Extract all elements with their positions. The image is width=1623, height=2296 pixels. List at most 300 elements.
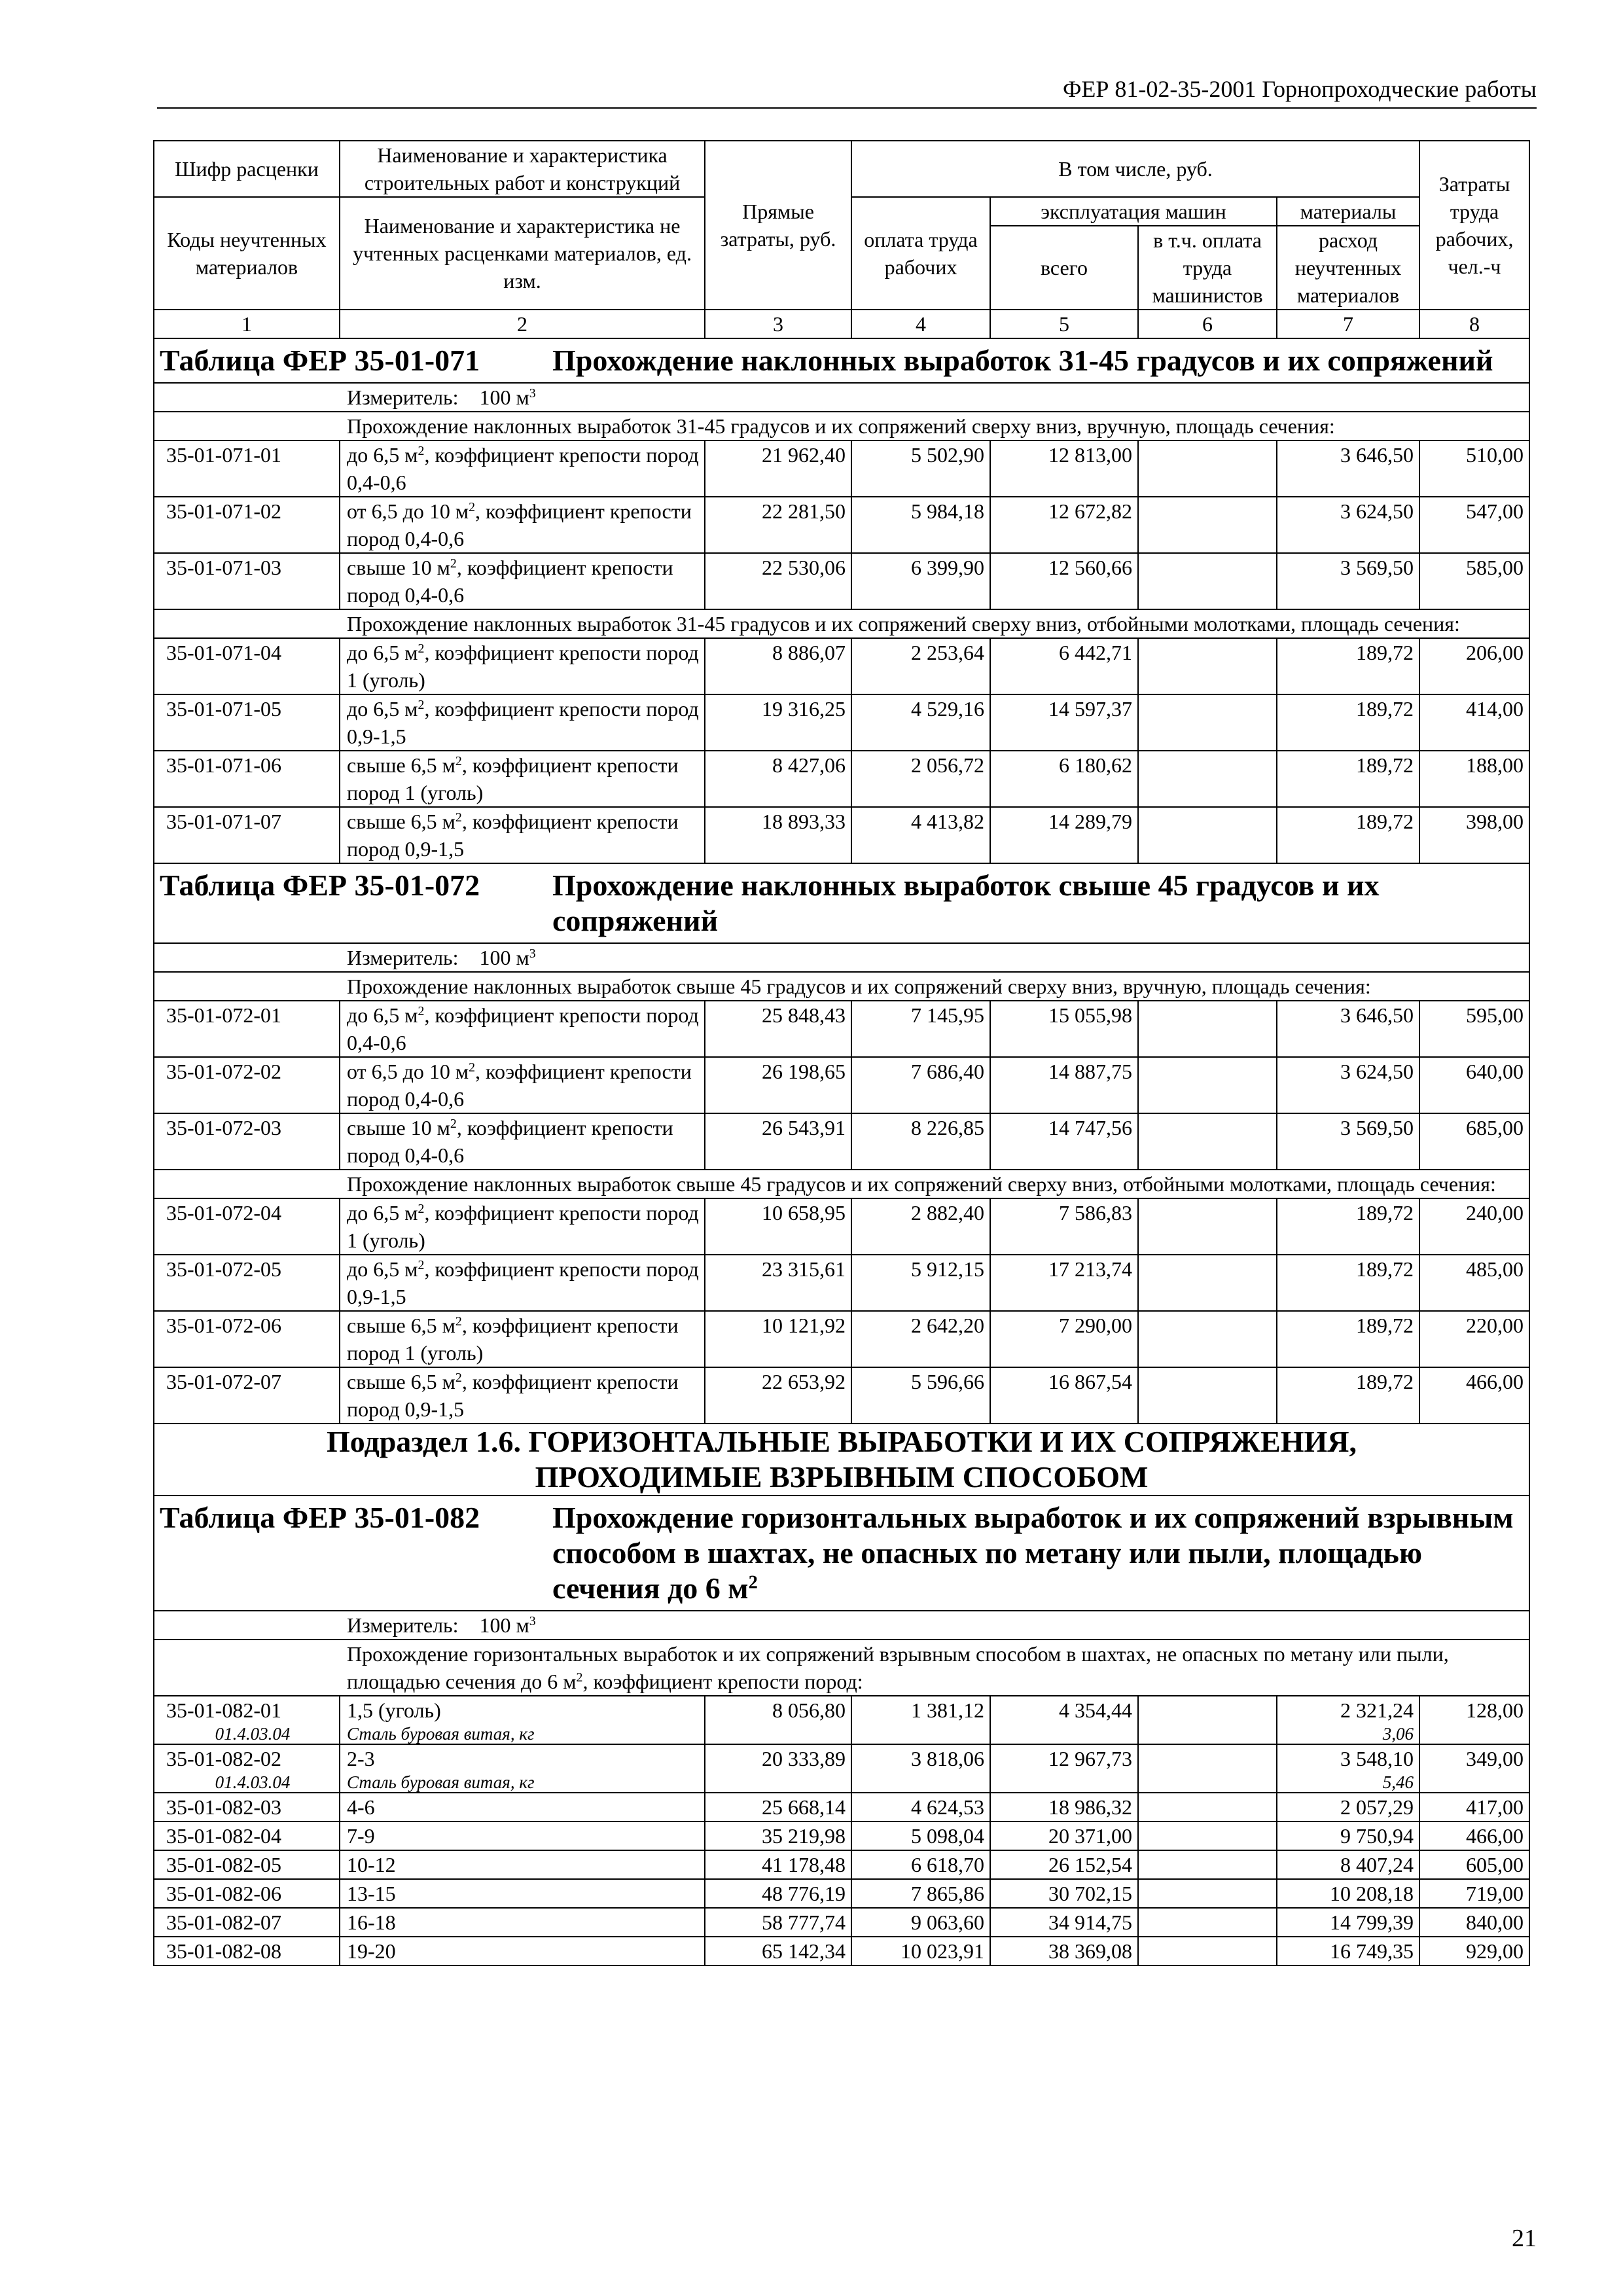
unit-sup: 3 [529,386,536,401]
wages-cost: 4 624,53 [851,1793,990,1821]
table-row [154,553,1529,609]
column-number-row [154,310,1529,338]
work-name-text: 2-3 [347,1747,375,1770]
subsection-line: Подраздел 1.6. ГОРИЗОНТАЛЬНЫЕ ВЫРАБОТКИ И ИХ СОПРЯЖЕНИЯ, [326,1425,1357,1458]
col-machines-wages-head: в т.ч. оплата труда машинистов [1138,226,1277,310]
labor-hours: 417,00 [1419,1793,1529,1821]
direct-cost: 19 316,25 [705,694,851,751]
machinist-wages [1138,1311,1277,1367]
work-name [340,807,705,863]
unit-row [154,943,1529,972]
work-name-text: , коэффициент крепости пород 1 (уголь) [347,641,699,692]
labor-hours: 485,00 [1419,1255,1529,1311]
labor-hours: 188,00 [1419,751,1529,807]
unit-label: Измеритель: [347,946,459,969]
materials-cell [1277,1793,1419,1821]
materials-cell [1277,1937,1419,1965]
machines-cost: 7 290,00 [990,1311,1138,1367]
labor-hours: 929,00 [1419,1937,1529,1965]
table-title-main: Прохождение наклонных выработок 31-45 градусов и их сопряжений [552,344,1493,377]
labor-hours: 466,00 [1419,1367,1529,1424]
materials-cost: 3 569,50 [1277,1113,1419,1170]
direct-cost: 23 315,61 [705,1255,851,1311]
work-name-text: свыше 10 м [347,1116,450,1139]
direct-cost: 25 668,14 [705,1793,851,1821]
unit-sup: 3 [529,1614,536,1629]
table-label: Таблица ФЕР 35-01-071 [160,344,480,377]
work-name [340,1001,705,1057]
work-name-sup: 2 [418,1258,425,1273]
group-heading [154,609,1529,638]
materials-cost: 189,72 [1277,1198,1419,1255]
machinist-wages [1138,807,1277,863]
machinist-wages [1138,440,1277,497]
unit-row [154,1611,1529,1640]
wages-cost: 4 529,16 [851,694,990,751]
unit-label: Измеритель: [347,386,459,409]
table-row [154,1001,1529,1057]
direct-cost: 58 777,74 [705,1908,851,1937]
machines-cost: 26 152,54 [990,1850,1138,1879]
work-name [340,1937,705,1965]
rate-code: 35-01-071-02 [154,497,340,553]
group-heading-text: Прохождение горизонтальных выработок и их сопряжений взрывным способом в шахтах, не опасных по метану или пыли, площадью сечения до 6 м [347,1642,1449,1693]
unit-sup: 3 [529,946,536,961]
rate-code: 35-01-072-03 [154,1113,340,1170]
table-title-sup: 2 [748,1572,758,1593]
group-heading [154,412,1529,440]
work-name [340,497,705,553]
rate-code: 35-01-082-08 [166,1939,281,1963]
group-heading [154,972,1529,1001]
material-quantity: 5,46 [1382,1772,1414,1792]
col-number: 6 [1138,310,1277,338]
header-row-1 [154,141,1529,197]
group-heading-sup: 2 [576,1670,583,1685]
work-name-text: , коэффициент крепости пород 0,9-1,5 [347,810,679,861]
work-name-text: от 6,5 до 10 м [347,1060,469,1083]
rate-code: 35-01-072-04 [154,1198,340,1255]
col-code-head: Шифр расценки [154,141,340,197]
col-number: 5 [990,310,1138,338]
page-number: 21 [1512,2225,1537,2252]
materials-cost: 3 646,50 [1277,440,1419,497]
work-name-text: , коэффициент крепости пород 0,4-0,6 [347,556,673,607]
group-heading [154,1170,1529,1198]
table-row [154,1821,1529,1850]
work-name-text: до 6,5 м [347,697,418,721]
table-row [154,1113,1529,1170]
machinist-wages [1138,751,1277,807]
wages-cost: 7 145,95 [851,1001,990,1057]
wages-cost: 6 618,70 [851,1850,990,1879]
work-name-text: до 6,5 м [347,1201,418,1225]
work-name-text: до 6,5 м [347,1003,418,1027]
materials-cell [1277,1744,1419,1793]
unit-value: 100 м [479,946,529,969]
work-name-sup: 2 [450,556,457,571]
table-title [154,1496,1529,1611]
unit-row [154,383,1529,412]
labor-hours: 466,00 [1419,1821,1529,1850]
work-name [340,1198,705,1255]
machines-cost: 14 597,37 [990,694,1138,751]
materials-cell [1277,1850,1419,1879]
table-row [154,1255,1529,1311]
table-title [154,338,1529,383]
work-name [340,638,705,694]
machinist-wages [1138,1367,1277,1424]
labor-hours: 510,00 [1419,440,1529,497]
work-name-text: свыше 6,5 м [347,1314,455,1337]
rate-code: 35-01-071-01 [154,440,340,497]
machinist-wages [1138,497,1277,553]
table-row [154,1744,1529,1793]
materials-cost: 3 646,50 [1277,1001,1419,1057]
table-title-main: Прохождение наклонных выработок свыше 45 градусов и их сопряжений [552,869,1380,937]
work-name-text: от 6,5 до 10 м [347,499,469,523]
work-name-text: , коэффициент крепости пород 0,9-1,5 [347,1257,699,1308]
direct-cost: 10 658,95 [705,1198,851,1255]
labor-hours: 719,00 [1419,1879,1529,1908]
labor-hours: 547,00 [1419,497,1529,553]
machinist-wages [1138,638,1277,694]
table-title-main: Прохождение горизонтальных выработок и их сопряжений взрывным способом в шахтах, не опасных по метану или пыли, площадью сечения до 6 м [552,1501,1514,1605]
col-name-head: Наименование и характеристика строительных работ и конструкций [340,141,705,197]
table-row [154,1908,1529,1937]
machines-cost: 12 672,82 [990,497,1138,553]
work-name-text: , коэффициент крепости пород 0,4-0,6 [347,1060,692,1111]
work-name-text: , коэффициент крепости пород 0,9-1,5 [347,1370,679,1421]
machinist-wages [1138,1793,1277,1821]
table-row [154,1879,1529,1908]
labor-hours: 640,00 [1419,1057,1529,1113]
machines-cost: 20 371,00 [990,1821,1138,1850]
materials-cost: 189,72 [1277,694,1419,751]
machines-cost: 12 967,73 [990,1744,1138,1793]
materials-cost: 10 208,18 [1330,1882,1414,1905]
work-name-sup: 2 [455,754,462,769]
table-row [154,807,1529,863]
table-row [154,1793,1529,1821]
machines-cost: 7 586,83 [990,1198,1138,1255]
direct-cost: 8 886,07 [705,638,851,694]
work-name-text: свыше 6,5 м [347,1370,455,1393]
work-name-text: до 6,5 м [347,443,418,467]
labor-hours: 605,00 [1419,1850,1529,1879]
direct-cost: 22 281,50 [705,497,851,553]
rate-code: 35-01-082-06 [166,1882,281,1905]
wages-cost: 2 882,40 [851,1198,990,1255]
rate-code-cell [154,1908,340,1937]
work-name [340,553,705,609]
price-table [153,140,1530,1966]
table-title-row [154,338,1529,383]
work-name [340,1057,705,1113]
table-row [154,1696,1529,1744]
work-name-sup: 2 [450,1117,457,1132]
wages-cost: 5 596,66 [851,1367,990,1424]
direct-cost: 18 893,33 [705,807,851,863]
col-materials-head: материалы [1277,197,1419,226]
subsection-line: ПРОХОДИМЫЕ ВЗРЫВНЫМ СПОСОБОМ [535,1460,1149,1494]
machinist-wages [1138,1198,1277,1255]
direct-cost: 65 142,34 [705,1937,851,1965]
rate-code: 35-01-071-05 [154,694,340,751]
table-row [154,751,1529,807]
table-title-row [154,1496,1529,1611]
materials-cost: 2 057,29 [1340,1795,1414,1819]
machinist-wages [1138,1937,1277,1965]
wages-cost: 7 865,86 [851,1879,990,1908]
rate-code-cell [154,1821,340,1850]
work-name-text: , коэффициент крепости пород 1 (уголь) [347,1201,699,1252]
col-machines-head: эксплуатация машин [990,197,1277,226]
wages-cost: 5 984,18 [851,497,990,553]
unit-cell [154,943,1529,972]
materials-cost: 3 624,50 [1277,497,1419,553]
wages-cost: 9 063,60 [851,1908,990,1937]
materials-cost: 3 548,10 [1340,1747,1414,1770]
work-name-text: 7-9 [347,1824,375,1848]
wages-cost: 5 098,04 [851,1821,990,1850]
labor-hours: 595,00 [1419,1001,1529,1057]
col-direct-head: Прямые затраты, руб. [705,141,851,310]
materials-cost: 189,72 [1277,1255,1419,1311]
work-name-sup: 2 [455,1314,462,1329]
wages-cost: 2 642,20 [851,1311,990,1367]
machines-cost: 6 180,62 [990,751,1138,807]
machinist-wages [1138,553,1277,609]
work-name-sup: 2 [469,500,476,515]
work-name-sup: 2 [418,1004,425,1019]
direct-cost: 22 653,92 [705,1367,851,1424]
machinist-wages [1138,1821,1277,1850]
labor-hours: 685,00 [1419,1113,1529,1170]
table-title-row [154,863,1529,943]
work-name-text: 10-12 [347,1853,396,1876]
work-name-sup: 2 [455,810,462,825]
work-name [340,1908,705,1937]
direct-cost: 26 198,65 [705,1057,851,1113]
col-materials-sub-head: расход неучтенных материалов [1277,226,1419,310]
work-name-text: до 6,5 м [347,1257,418,1281]
work-name-text: 1,5 (уголь) [347,1698,441,1722]
rate-code: 35-01-082-03 [166,1795,281,1819]
work-name [340,440,705,497]
col-number: 3 [705,310,851,338]
table-row [154,1850,1529,1879]
machines-cost: 17 213,74 [990,1255,1138,1311]
work-name-sup: 2 [418,444,425,459]
col-number: 2 [340,310,705,338]
wages-cost: 2 056,72 [851,751,990,807]
labor-hours: 240,00 [1419,1198,1529,1255]
work-name-text: свыше 6,5 м [347,753,455,777]
rate-code-cell [154,1696,340,1744]
direct-cost: 8 056,80 [705,1696,851,1744]
machines-cost: 12 560,66 [990,553,1138,609]
material-name: Сталь буровая витая, кг [347,1724,535,1744]
work-name [340,694,705,751]
rate-code: 35-01-072-06 [154,1311,340,1367]
materials-cost: 9 750,94 [1340,1824,1414,1848]
work-name-sup: 2 [418,641,425,656]
group-heading-row [154,412,1529,440]
machinist-wages [1138,1696,1277,1744]
labor-hours: 414,00 [1419,694,1529,751]
table-title-text [552,343,1524,378]
direct-cost: 41 178,48 [705,1850,851,1879]
rate-code: 35-01-071-06 [154,751,340,807]
rate-code: 35-01-072-05 [154,1255,340,1311]
price-table-body [154,141,1529,1965]
table-title-text [552,868,1524,939]
labor-hours: 585,00 [1419,553,1529,609]
group-heading-row [154,972,1529,1001]
work-name-text: до 6,5 м [347,641,418,664]
group-heading-text: , коэффициент крепости пород: [582,1670,863,1693]
machinist-wages [1138,1113,1277,1170]
machines-cost: 14 747,56 [990,1113,1138,1170]
material-quantity: 3,06 [1382,1724,1414,1744]
wages-cost: 10 023,91 [851,1937,990,1965]
materials-cost: 8 407,24 [1340,1853,1414,1876]
table-row [154,638,1529,694]
table-label: Таблица ФЕР 35-01-082 [160,1501,480,1534]
work-name [340,751,705,807]
work-name [340,1821,705,1850]
table-label: Таблица ФЕР 35-01-072 [160,869,480,902]
work-name [340,1850,705,1879]
rate-code-cell [154,1937,340,1965]
work-name [340,1367,705,1424]
col-number: 8 [1419,310,1529,338]
rate-code-cell [154,1793,340,1821]
subsection-row [154,1424,1529,1496]
work-name-text: , коэффициент крепости пород 0,4-0,6 [347,1003,699,1054]
group-heading-text: Прохождение наклонных выработок свыше 45 градусов и их сопряжений сверху вниз, вручную, площадь сечения: [347,975,1371,998]
machines-cost: 30 702,15 [990,1879,1138,1908]
direct-cost: 35 219,98 [705,1821,851,1850]
subsection-title [154,1424,1529,1496]
machinist-wages [1138,1879,1277,1908]
direct-cost: 21 962,40 [705,440,851,497]
materials-cost: 189,72 [1277,638,1419,694]
col-machines-total-head: всего [990,226,1138,310]
running-header [157,73,1537,109]
machines-cost: 4 354,44 [990,1696,1138,1744]
material-code: 01.4.03.04 [215,1724,291,1744]
table-title [154,863,1529,943]
machines-cost: 16 867,54 [990,1367,1138,1424]
machinist-wages [1138,1850,1277,1879]
machines-cost: 38 369,08 [990,1937,1138,1965]
group-heading-text: Прохождение наклонных выработок 31-45 градусов и их сопряжений сверху вниз, отбойными молотками, площадь сечения: [347,612,1460,636]
table-title-text [552,1500,1524,1606]
direct-cost: 10 121,92 [705,1311,851,1367]
wages-cost: 6 399,90 [851,553,990,609]
rate-code: 35-01-071-03 [154,553,340,609]
materials-cost: 189,72 [1277,1311,1419,1367]
rate-code: 35-01-082-05 [166,1853,281,1876]
col-matcode-head: Коды неучтенных материалов [154,197,340,310]
work-name [340,1311,705,1367]
materials-cost: 189,72 [1277,751,1419,807]
machinist-wages [1138,694,1277,751]
machinist-wages [1138,1744,1277,1793]
work-name-sup: 2 [455,1371,462,1386]
unit-value: 100 м [479,386,529,409]
materials-cost: 2 321,24 [1340,1698,1414,1722]
group-heading-text: Прохождение наклонных выработок свыше 45 градусов и их сопряжений сверху вниз, отбойными молотками, площадь сечения: [347,1172,1496,1196]
work-name [340,1744,705,1793]
materials-cost: 16 749,35 [1330,1939,1414,1963]
table-row [154,1057,1529,1113]
rate-code-cell [154,1850,340,1879]
unit-label: Измеритель: [347,1613,459,1637]
work-name-text: , коэффициент крепости пород 0,4-0,6 [347,1116,673,1167]
machinist-wages [1138,1001,1277,1057]
group-heading [154,1640,1529,1696]
rate-code: 35-01-072-07 [154,1367,340,1424]
work-name-text: свыше 10 м [347,556,450,579]
wages-cost: 1 381,12 [851,1696,990,1744]
labor-hours: 220,00 [1419,1311,1529,1367]
work-name-sup: 2 [418,698,425,713]
materials-cell [1277,1908,1419,1937]
work-name-text: 4-6 [347,1795,375,1819]
rate-code: 35-01-082-01 [166,1698,281,1722]
direct-cost: 26 543,91 [705,1113,851,1170]
direct-cost: 20 333,89 [705,1744,851,1793]
table-row [154,440,1529,497]
work-name-text: , коэффициент крепости пород 0,4-0,6 [347,499,692,550]
work-name [340,1879,705,1908]
rate-code: 35-01-071-04 [154,638,340,694]
work-name [340,1255,705,1311]
wages-cost: 8 226,85 [851,1113,990,1170]
work-name-sup: 2 [469,1060,476,1075]
wages-cost: 2 253,64 [851,638,990,694]
machinist-wages [1138,1908,1277,1937]
running-title: ФЕР 81-02-35-2001 Горнопроходческие работы [1062,76,1537,102]
work-name-text: свыше 6,5 м [347,810,455,833]
machinist-wages [1138,1255,1277,1311]
table-row [154,1311,1529,1367]
col-number: 1 [154,310,340,338]
table-row [154,497,1529,553]
work-name [340,1793,705,1821]
direct-cost: 25 848,43 [705,1001,851,1057]
col-matname-head: Наименование и характеристика не учтенных расценками материалов, ед. изм. [340,197,705,310]
group-heading-row [154,1170,1529,1198]
work-name-sup: 2 [418,1202,425,1217]
machines-cost: 14 289,79 [990,807,1138,863]
work-name-text: 16-18 [347,1910,396,1934]
direct-cost: 48 776,19 [705,1879,851,1908]
materials-cost: 14 799,39 [1330,1910,1414,1934]
wages-cost: 5 502,90 [851,440,990,497]
wages-cost: 7 686,40 [851,1057,990,1113]
rate-code: 35-01-082-02 [166,1747,281,1770]
work-name-text: , коэффициент крепости пород 0,4-0,6 [347,443,699,494]
wages-cost: 4 413,82 [851,807,990,863]
unit-cell [154,1611,1529,1640]
machines-cost: 34 914,75 [990,1908,1138,1937]
work-name-text: 13-15 [347,1882,396,1905]
machines-cost: 18 986,32 [990,1793,1138,1821]
